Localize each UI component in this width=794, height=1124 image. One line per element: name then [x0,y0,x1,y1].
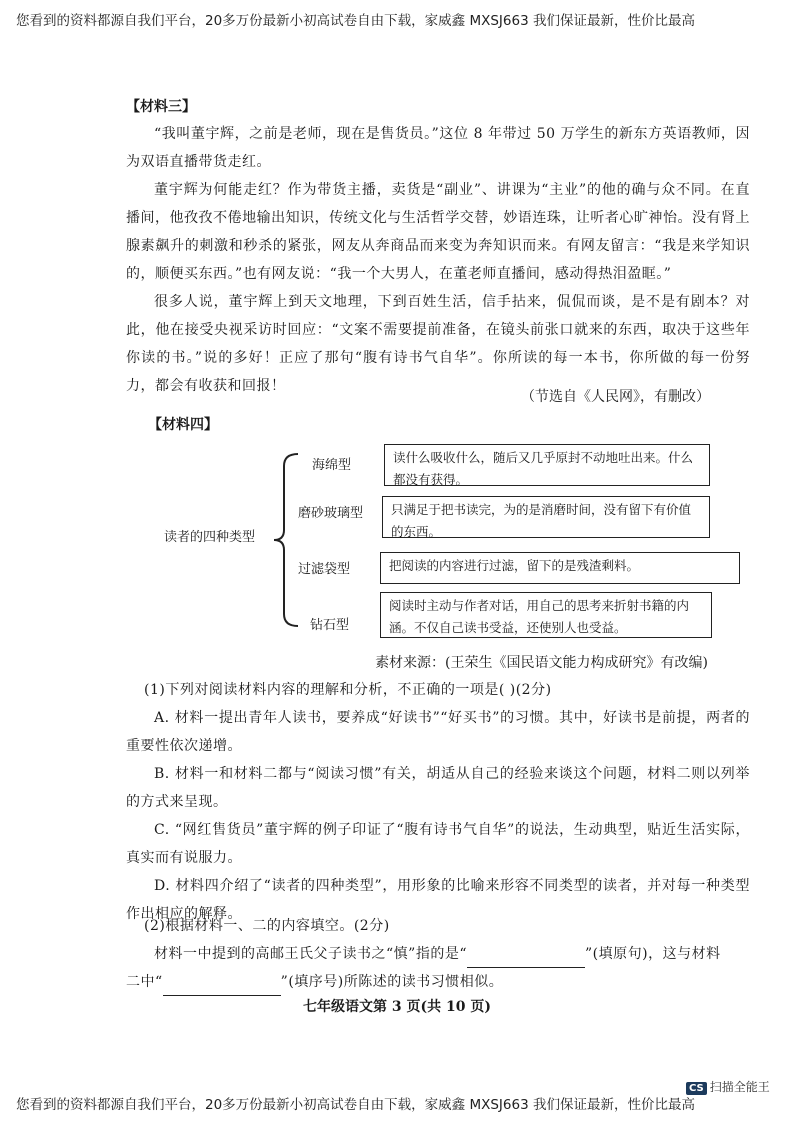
question1-stem: (1)下列对阅读材料内容的理解和分析，不正确的一项是( )(2分) [144,682,552,698]
material3-source: （节选自《人民网》，有删改） [521,389,710,405]
question2-line1-suffix: ”(填原句)，这与材料 [584,946,721,962]
type-desc-filter-bag: 把阅读的内容进行过滤，留下的是残渣剩料。 [380,552,740,584]
material4-source: 素材来源：(王荣生《国民语文能力构成研究》有改编) [375,655,708,671]
question1-option-c: C. “网红售货员”董宇辉的例子印证了“腹有诗书气自华”的说法，生动典型，贴近生活实际，真实而有说服力。 [126,822,750,866]
question2-line2-suffix: ”(填序号)所陈述的读书习惯相似。 [280,974,504,990]
page-footer: 七年级语文第 3 页(共 10 页) [303,999,491,1015]
question2-line-2 [126,968,750,996]
question1-option-b: B. 材料一和材料二都与“阅读习惯”有关，胡适从自己的经验来谈这个问题，材料二则以列举的方式来呈现。 [126,766,750,810]
type-desc-sponge: 读什么吸收什么，随后又几乎原封不动地吐出来。什么都没有获得。 [384,444,710,486]
material4-heading: 【材料四】 [148,417,218,433]
question2-line1-prefix: 材料一中提到的高邮王氏父子读书之“慎”指的是“ [154,946,467,962]
brace-connector [270,452,300,628]
reader-types-diagram [150,440,750,640]
question1-option-d: D. 材料四介绍了“读者的四种类型”，用形象的比喻来形容不同类型的读者，并对每一种类型作出相应的解释。 [126,878,750,922]
question2-stem: (2)根据材料一、二的内容填空。(2分) [144,918,390,934]
top-banner: 您看到的资料都源自我们平台，20多万份最新小初高试卷自由下载，家威鑫 MXSJ663 我们保证最新，性价比最高 [16,13,695,29]
type-label-diamond: 钻石型 [310,618,350,633]
material3-paragraph-1: “我叫董宇辉，之前是老师，现在是售货员。”这位 8 年带过 50 万学生的新东方英语教师，因为双语直播带货走红。 [126,126,750,170]
question2-line-1 [126,940,750,968]
bottom-banner: 您看到的资料都源自我们平台，20多万份最新小初高试卷自由下载，家威鑫 MXSJ663 我们保证最新，性价比最高 [16,1097,695,1113]
material3-paragraph-3: 很多人说，董宇辉上到天文地理，下到百姓生活，信手拈来，侃侃而谈，是不是有剧本？对此，他在接受央视采访时回应：“文案不需要提前准备，在镜头前张口就来的东西，取决于这些年你读的书。”说的多好！正应了那句“腹有诗书气自华”。你所读的每一本书，你所做的每一份努力，都会有收获和回报！ [126,294,750,394]
cs-logo-icon: CS [686,1082,707,1095]
answer-blank-1[interactable] [467,947,585,968]
material3-paragraph-2: 董宇辉为何能走红？作为带货主播，卖货是“副业”、讲课为“主业”的他的确与众不同。在直播间，他孜孜不倦地输出知识，传统文化与生活哲学交替，妙语连珠，让听者心旷神怡。没有肾上腺素飙升的刺激和秒杀的紧张，网友从奔商品而来变为奔知识而来。有网友留言：“我是来学知识的，顺便买东西。”也有网友说：“我一个大男人，在董老师直播间，感动得热泪盈眶。” [126,182,750,282]
answer-blank-2[interactable] [163,975,281,996]
question1-option-a: A. 材料一提出青年人读书，要养成“好读书”“好买书”的习惯。其中，好读书是前提，两者的重要性依次递增。 [126,710,750,754]
scanner-logo-text: 扫描全能王 [709,1080,770,1094]
type-label-sponge: 海绵型 [312,458,352,473]
question2-line2-prefix: 二中“ [126,974,163,990]
type-desc-diamond: 阅读时主动与作者对话，用自己的思考来折射书籍的内涵。不仅自己读书受益，还使别人也受益。 [380,592,712,638]
type-desc-frosted-glass: 只满足于把书读完，为的是消磨时间，没有留下有价值的东西。 [382,496,710,538]
diagram-root-label: 读者的四种类型 [164,530,256,545]
type-label-filter-bag: 过滤袋型 [298,562,351,577]
type-label-frosted-glass: 磨砂玻璃型 [298,506,364,521]
material3-heading: 【材料三】 [126,99,196,115]
